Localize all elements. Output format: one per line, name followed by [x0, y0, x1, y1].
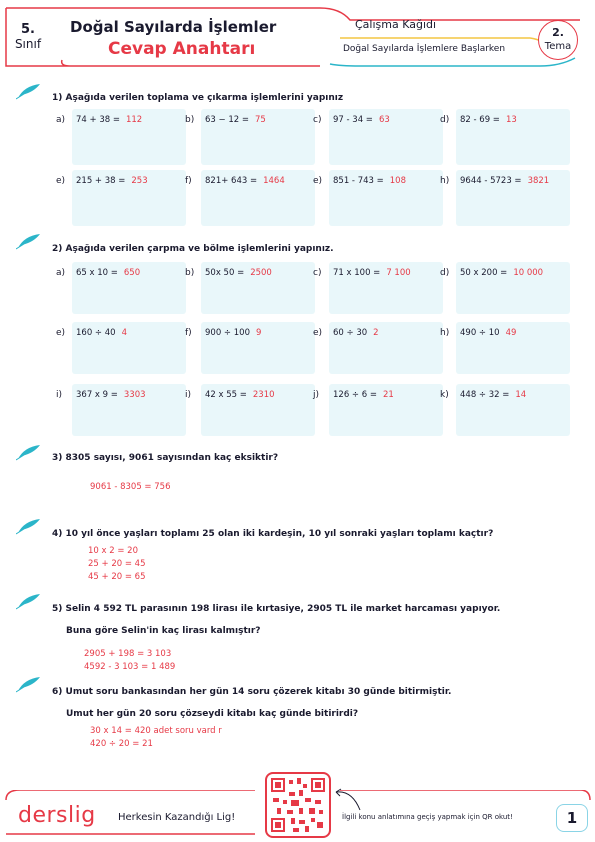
item-expression: [205, 268, 272, 278]
feather-icon: [16, 82, 42, 100]
question-4: 4) 10 yıl önce yaşları toplamı 25 olan iki kardeşin, 10 yıl sonraki yaşları toplamı kaçtır?: [52, 529, 494, 539]
expression-text: 74 + 38 =: [76, 115, 120, 125]
question-3: 3) 8305 sayısı, 9061 sayısından kaç eksiktir?: [52, 453, 279, 463]
item-expression: [333, 176, 406, 186]
page-subtitle: Cevap Anahtarı: [108, 39, 256, 59]
answer-text: 7 100: [386, 268, 411, 278]
item-label: e): [56, 328, 66, 338]
expression-text: 821+ 643 =: [205, 176, 258, 186]
feather-icon: [16, 443, 42, 461]
item-expression: [460, 390, 526, 400]
item-label: c): [313, 268, 322, 278]
q6-work: [90, 725, 222, 751]
answer-text: 75: [254, 115, 266, 125]
worksheet-subtitle: Doğal Sayılarda İşlemlere Başlarken: [343, 44, 506, 54]
item-expression: [205, 390, 275, 400]
q6-work-line: 420 ÷ 20 = 21: [90, 739, 153, 749]
expression-text: 126 ÷ 6 =: [333, 390, 377, 400]
derslig-logo: derslig: [18, 803, 96, 828]
item-label: b): [185, 115, 195, 125]
item-label: c): [313, 115, 322, 125]
item-label: h): [440, 176, 450, 186]
answer-text: 253: [131, 176, 148, 186]
expression-text: 82 - 69 =: [460, 115, 500, 125]
item-expression: [460, 328, 516, 338]
answer-text: 650: [123, 268, 141, 278]
item-expression: [333, 268, 411, 278]
worksheet-title: Çalışma Kağıdı: [355, 18, 437, 31]
item-expression: [76, 390, 146, 400]
q5-work-line: 2905 + 198 = 3 103: [84, 649, 172, 659]
q4-work-line: 25 + 20 = 45: [88, 559, 146, 569]
q3-work-line: 9061 - 8305 = 756: [90, 482, 171, 492]
expression-text: 900 ÷ 100: [205, 328, 250, 338]
header-frame: [0, 0, 595, 75]
question-5: 5) Selin 4 592 TL parasının 198 lirası ile kırtasiye, 2905 TL ile market harcaması yapıyor.: [52, 604, 501, 614]
qr-note: İlgili konu anlatımına geçiş yapmak için QR okut!: [342, 813, 513, 821]
answer-text: 1464: [263, 176, 285, 186]
item-label: b): [185, 268, 195, 278]
question-2: 2) Aşağıda verilen çarpma ve bölme işlemlerini yapınız.: [52, 244, 334, 254]
expression-text: 71 x 100 =: [333, 268, 381, 278]
item-expression: [460, 268, 543, 278]
item-expression: [205, 176, 285, 186]
item-label: j): [313, 390, 320, 400]
answer-text: 112: [125, 115, 143, 125]
expression-text: 42 x 55 =: [205, 390, 247, 400]
item-label: d): [440, 115, 450, 125]
item-expression: [460, 115, 517, 125]
item-expression: [333, 328, 379, 338]
grade-number: 5.: [21, 22, 35, 37]
item-expression: [76, 268, 140, 278]
feather-icon: [16, 232, 42, 250]
item-expression: [76, 176, 148, 186]
q6-work-line: 30 x 14 = 420 adet soru vard r: [90, 726, 222, 736]
answer-text: 9: [255, 328, 262, 338]
tema-label: Tema: [544, 41, 572, 52]
expression-text: 490 ÷ 10: [460, 328, 500, 338]
q4-work: [88, 545, 146, 584]
item-label: i): [185, 390, 192, 400]
answer-text: 13: [505, 115, 517, 125]
page-number: 1: [556, 804, 588, 832]
q3-work: [90, 481, 170, 494]
q5-work-line: 4592 - 3 103 = 1 489: [84, 662, 176, 672]
arrow-icon: [332, 786, 362, 812]
q4-work-line: 10 x 2 = 20: [88, 546, 138, 556]
expression-text: 65 x 10 =: [76, 268, 118, 278]
item-label: d): [440, 268, 450, 278]
question-5-line2: Buna göre Selin'in kaç lirası kalmıştır?: [66, 626, 261, 636]
expression-text: 60 ÷ 30: [333, 328, 368, 338]
answer-text: 49: [505, 328, 517, 338]
qr-code-icon[interactable]: [265, 772, 331, 838]
answer-text: 2310: [252, 390, 275, 400]
expression-text: 50 x 200 =: [460, 268, 508, 278]
answer-text: 63: [378, 115, 390, 125]
item-label: k): [440, 390, 449, 400]
page-title: Doğal Sayılarda İşlemler: [70, 18, 277, 36]
item-label: a): [56, 115, 66, 125]
q4-work-line: 45 + 20 = 65: [88, 572, 146, 582]
expression-text: 63 − 12 =: [205, 115, 249, 125]
answer-text: 4: [121, 328, 127, 338]
item-label: h): [440, 328, 450, 338]
item-label: e): [313, 176, 323, 186]
item-label: f): [185, 328, 192, 338]
expression-text: 9644 - 5723 =: [460, 176, 522, 186]
answer-text: 2: [373, 328, 379, 338]
answer-text: 14: [515, 390, 527, 400]
item-expression: [76, 115, 142, 125]
expression-text: 367 x 9 =: [76, 390, 118, 400]
expression-text: 448 ÷ 32 =: [460, 390, 510, 400]
item-expression: [333, 115, 390, 125]
item-expression: [460, 176, 549, 186]
expression-text: 215 + 38 =: [76, 176, 126, 186]
feather-icon: [16, 517, 42, 535]
footer-slogan: Herkesin Kazandığı Lig!: [118, 812, 236, 823]
item-expression: [333, 390, 394, 400]
item-label: f): [185, 176, 192, 186]
item-expression: [205, 115, 266, 125]
answer-text: 3303: [123, 390, 146, 400]
answer-text: 21: [382, 390, 394, 400]
expression-text: 50x 50 =: [205, 268, 245, 278]
expression-text: 97 - 34 =: [333, 115, 373, 125]
item-expression: [205, 328, 261, 338]
feather-icon: [16, 592, 42, 610]
answer-text: 108: [389, 176, 406, 186]
answer-text: 10 000: [513, 268, 544, 278]
question-1: 1) Aşağıda verilen toplama ve çıkarma işlemlerini yapınız: [52, 93, 344, 103]
item-label: e): [313, 328, 323, 338]
item-expression: [76, 328, 127, 338]
grade-badge: [8, 22, 48, 52]
expression-text: 851 - 743 =: [333, 176, 384, 186]
question-6: 6) Umut soru bankasından her gün 14 soru çözerek kitabı 30 günde bitirmiştir.: [52, 687, 452, 697]
item-label: e): [56, 176, 66, 186]
expression-text: 160 ÷ 40: [76, 328, 116, 338]
answer-text: 3821: [527, 176, 550, 186]
grade-label: Sınıf: [14, 37, 42, 51]
tema-badge: [538, 20, 578, 60]
feather-icon: [16, 675, 42, 693]
answer-text: 2500: [250, 268, 272, 278]
item-label: i): [56, 390, 63, 400]
q5-work: [84, 648, 175, 674]
item-label: a): [56, 268, 66, 278]
question-6-line2: Umut her gün 20 soru çözseydi kitabı kaç günde bitirirdi?: [66, 709, 359, 719]
tema-number: 2.: [552, 26, 564, 39]
